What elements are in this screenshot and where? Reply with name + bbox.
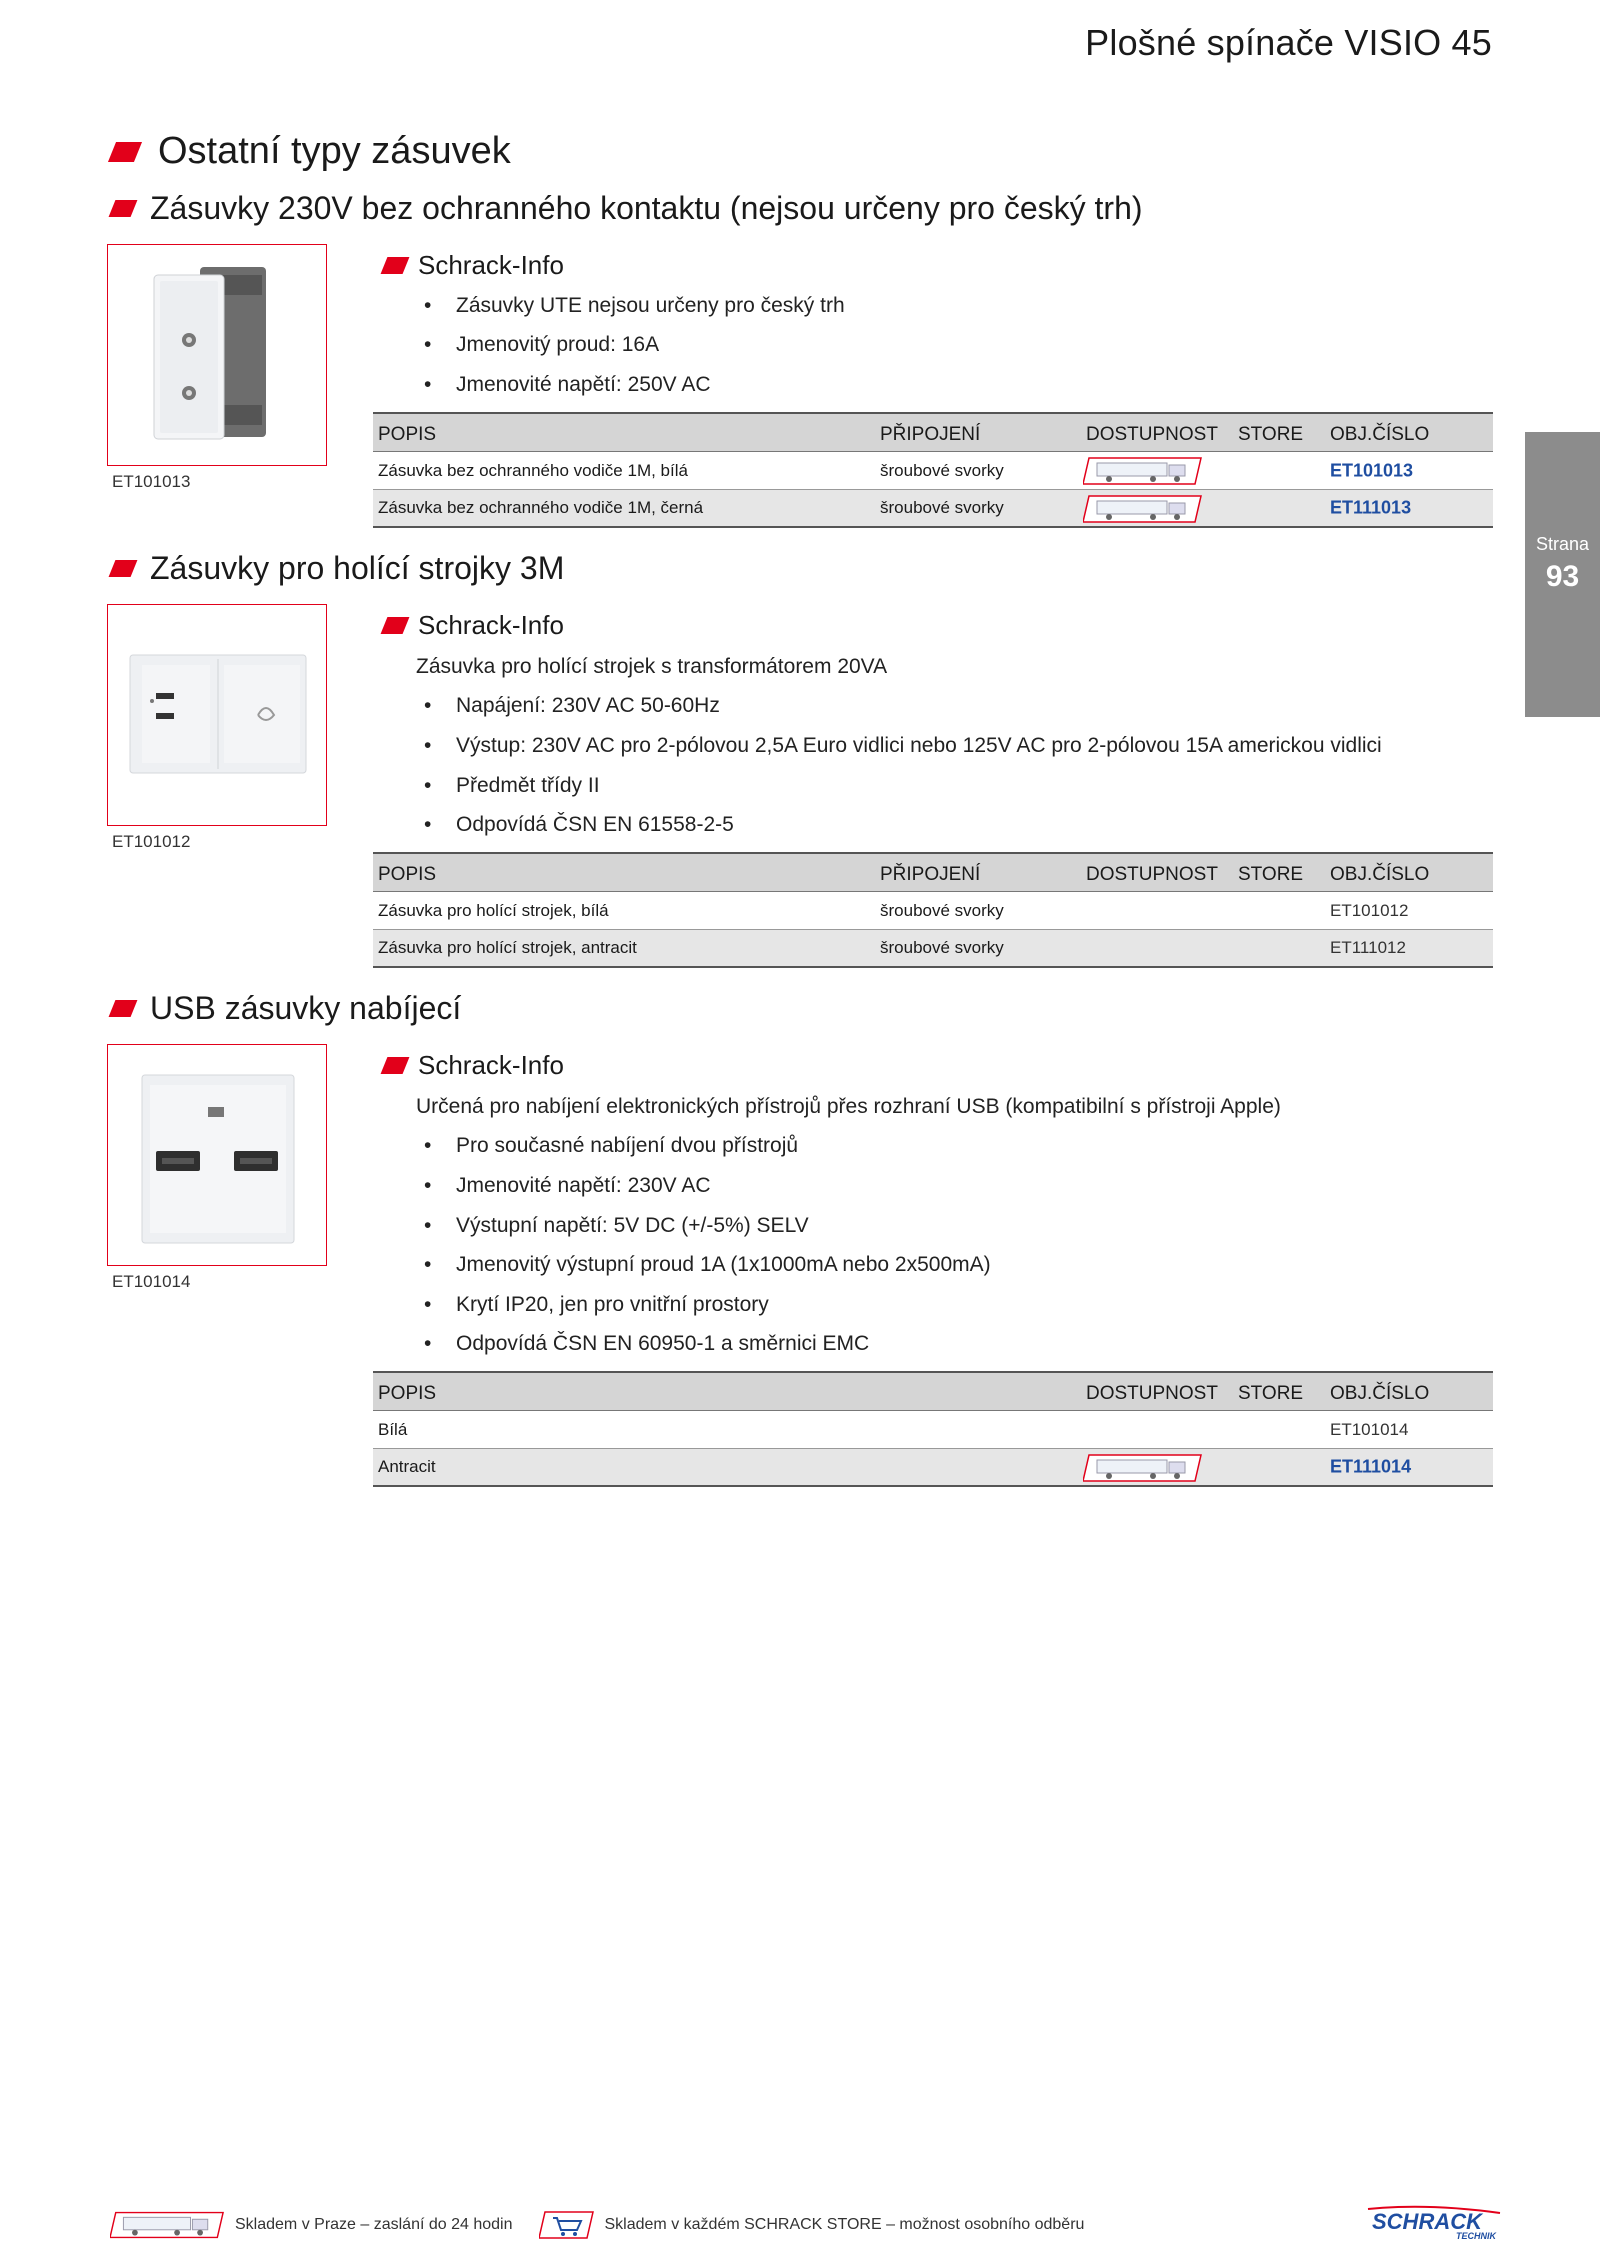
page-header-title: Plošné spínače VISIO 45 — [1085, 22, 1492, 63]
bullet-item: • Odpovídá ČSN EN 61558-2-5 — [424, 813, 734, 836]
subsection-heading — [112, 990, 461, 1027]
bullet-item: • Jmenovité napětí: 250V AC — [424, 373, 711, 396]
info-label: Schrack-Info — [418, 250, 564, 280]
bullet-item: • Jmenovitý proud: 16A — [424, 333, 660, 356]
col-dostupnost: DOSTUPNOST — [1086, 1383, 1218, 1404]
table-row — [373, 892, 1493, 930]
page-number: 93 — [1545, 560, 1580, 593]
table-row — [373, 1411, 1493, 1449]
row-popis: Zásuvka pro holící strojek, antracit — [378, 938, 637, 957]
page-label: Strana — [1535, 534, 1590, 554]
footer-truck-text: Skladem v Praze – zaslání do 24 hodin — [235, 2216, 513, 2233]
col-popis: POPIS — [378, 424, 437, 445]
logo-text: SCHRACK — [1372, 2209, 1482, 2234]
row-popis: Zásuvka bez ochranného vodiče 1M, bílá — [378, 460, 688, 480]
red-flag-icon — [108, 142, 142, 162]
subsection-title: Zásuvky 230V bez ochranného kontaktu (nejsou určeny pro český trh) — [150, 190, 1143, 226]
table-row — [373, 1449, 1493, 1487]
info-intro: Určená pro nabíjení elektronických přístrojů přes rozhraní USB (kompatibilní s přístroji Apple) — [416, 1095, 1281, 1118]
bullet-text: Jmenovité napětí: 230V AC — [456, 1174, 711, 1197]
red-flag-icon — [381, 1057, 410, 1074]
bullet-item: • Výstup: 230V AC pro 2-pólovou 2,5A Euro vidlici nebo 125V AC pro 2-pólovou 15A americkou vidlici — [424, 734, 1382, 757]
logo-subtext: TECHNIK — [1456, 2231, 1496, 2241]
footer-store-text: Skladem v každém SCHRACK STORE – možnost osobního odběru — [604, 2216, 1085, 2233]
row-obj-cislo: ET101014 — [1330, 1419, 1409, 1439]
bullet-text: Odpovídá ČSN EN 60950-1 a směrnici EMC — [456, 1332, 870, 1355]
bullet-text: Odpovídá ČSN EN 61558-2-5 — [456, 813, 734, 836]
col-store: STORE — [1238, 424, 1304, 445]
red-flag-icon — [381, 257, 410, 274]
row-obj-cislo[interactable]: ET101013 — [1330, 460, 1414, 480]
subsection-title: USB zásuvky nabíjecí — [150, 990, 462, 1026]
row-popis: Bílá — [378, 1419, 408, 1439]
row-pripojeni: šroubové svorky — [880, 498, 1004, 517]
col-pripojeni: PŘIPOJENÍ — [880, 424, 981, 445]
col-pripojeni: PŘIPOJENÍ — [880, 864, 981, 885]
table-header — [373, 1371, 1493, 1411]
col-obj-cislo: OBJ.ČÍSLO — [1330, 1383, 1430, 1404]
bullet-text: Jmenovitý výstupní proud 1A (1x1000mA nebo 2x500mA) — [456, 1253, 991, 1276]
schrack-info-heading — [384, 1050, 564, 1081]
bullet-item: • Odpovídá ČSN EN 60950-1 a směrnici EMC — [424, 1332, 870, 1355]
row-pripojeni: šroubové svorky — [880, 938, 1004, 957]
col-obj-cislo: OBJ.ČÍSLO — [1330, 424, 1430, 445]
section-heading — [112, 130, 511, 173]
row-obj-cislo[interactable]: ET111013 — [1330, 497, 1412, 518]
product-image-socket-ute — [107, 244, 327, 466]
red-flag-icon — [109, 560, 138, 577]
bullet-text: Krytí IP20, jen pro vnitřní prostory — [456, 1293, 769, 1316]
table-row — [373, 452, 1493, 490]
bullet-item: • Jmenovité napětí: 230V AC — [424, 1174, 711, 1197]
table-header — [373, 412, 1493, 452]
bullet-item: • Předmět třídy II — [424, 774, 600, 797]
truck-icon — [110, 2210, 225, 2240]
bullet-item: • Zásuvky UTE nejsou určeny pro český trh — [424, 294, 845, 317]
bullet-text: Zásuvky UTE nejsou určeny pro český trh — [456, 294, 845, 317]
product-table — [373, 412, 1493, 528]
info-intro: Zásuvka pro holící strojek s transformátorem 20VA — [416, 655, 888, 678]
product-image-shaver-socket — [107, 604, 327, 826]
col-dostupnost: DOSTUPNOST — [1086, 864, 1218, 885]
row-obj-cislo: ET111012 — [1330, 938, 1406, 957]
section-title: Ostatní typy zásuvek — [158, 130, 511, 172]
usb-socket-icon — [108, 1045, 328, 1267]
product-image-usb-socket — [107, 1044, 327, 1266]
red-flag-icon — [109, 200, 138, 217]
row-pripojeni: šroubové svorky — [880, 460, 1004, 480]
schrack-info-heading — [384, 250, 564, 281]
row-popis: Zásuvka pro holící strojek, bílá — [378, 900, 609, 920]
page-side-tab — [1525, 432, 1600, 717]
row-pripojeni: šroubové svorky — [880, 900, 1004, 920]
bullet-text: Pro současné nabíjení dvou přístrojů — [456, 1134, 799, 1157]
socket-ute-icon — [108, 245, 328, 467]
row-obj-cislo[interactable]: ET111014 — [1330, 1456, 1412, 1477]
col-obj-cislo: OBJ.ČÍSLO — [1330, 864, 1430, 885]
row-obj-cislo: ET101012 — [1330, 900, 1409, 920]
image-caption: ET101013 — [112, 472, 191, 491]
info-label: Schrack-Info — [418, 610, 564, 640]
col-store: STORE — [1238, 1383, 1304, 1404]
subsection-title: Zásuvky pro holící strojky 3M — [150, 550, 565, 586]
col-popis: POPIS — [378, 1383, 437, 1404]
col-dostupnost: DOSTUPNOST — [1086, 424, 1218, 445]
shopping-cart-icon — [539, 2210, 595, 2240]
bullet-text: Předmět třídy II — [456, 774, 600, 797]
schrack-logo — [1364, 2205, 1504, 2241]
bullet-item: • Napájení: 230V AC 50-60Hz — [424, 694, 720, 717]
table-header — [373, 852, 1493, 892]
info-label: Schrack-Info — [418, 1050, 564, 1080]
schrack-info-heading — [384, 610, 564, 641]
subsection-heading — [112, 550, 564, 587]
bullet-text: Jmenovité napětí: 250V AC — [456, 373, 711, 396]
bullet-item: • Pro současné nabíjení dvou přístrojů — [424, 1134, 799, 1157]
footer-legend — [110, 2210, 1084, 2240]
row-popis: Antracit — [378, 1457, 436, 1476]
red-flag-icon — [381, 617, 410, 634]
bullet-item: • Krytí IP20, jen pro vnitřní prostory — [424, 1293, 769, 1316]
schrack-logo-icon — [1364, 2205, 1504, 2241]
image-caption: ET101014 — [112, 1272, 191, 1291]
bullet-text: Napájení: 230V AC 50-60Hz — [456, 694, 720, 717]
subsection-heading — [112, 190, 1143, 227]
bullet-text: Jmenovitý proud: 16A — [456, 333, 660, 356]
truck-availability-icon — [1083, 494, 1203, 524]
col-store: STORE — [1238, 864, 1304, 885]
image-caption: ET101012 — [112, 832, 191, 851]
col-popis: POPIS — [378, 864, 437, 885]
truck-availability-icon — [1083, 456, 1203, 486]
row-popis: Zásuvka bez ochranného vodiče 1M, černá — [378, 498, 704, 517]
bullet-text: Výstup: 230V AC pro 2-pólovou 2,5A Euro vidlici nebo 125V AC pro 2-pólovou 15A americkou vidlici — [456, 734, 1382, 757]
shaver-socket-icon — [108, 605, 328, 827]
product-table — [373, 852, 1493, 968]
table-row — [373, 490, 1493, 528]
product-table — [373, 1371, 1493, 1487]
bullet-item: • Jmenovitý výstupní proud 1A (1x1000mA nebo 2x500mA) — [424, 1253, 991, 1276]
bullet-text: Výstupní napětí: 5V DC (+/-5%) SELV — [456, 1214, 809, 1237]
red-flag-icon — [109, 1000, 138, 1017]
truck-availability-icon — [1083, 1453, 1203, 1483]
bullet-item: • Výstupní napětí: 5V DC (+/-5%) SELV — [424, 1214, 809, 1237]
table-row — [373, 930, 1493, 968]
